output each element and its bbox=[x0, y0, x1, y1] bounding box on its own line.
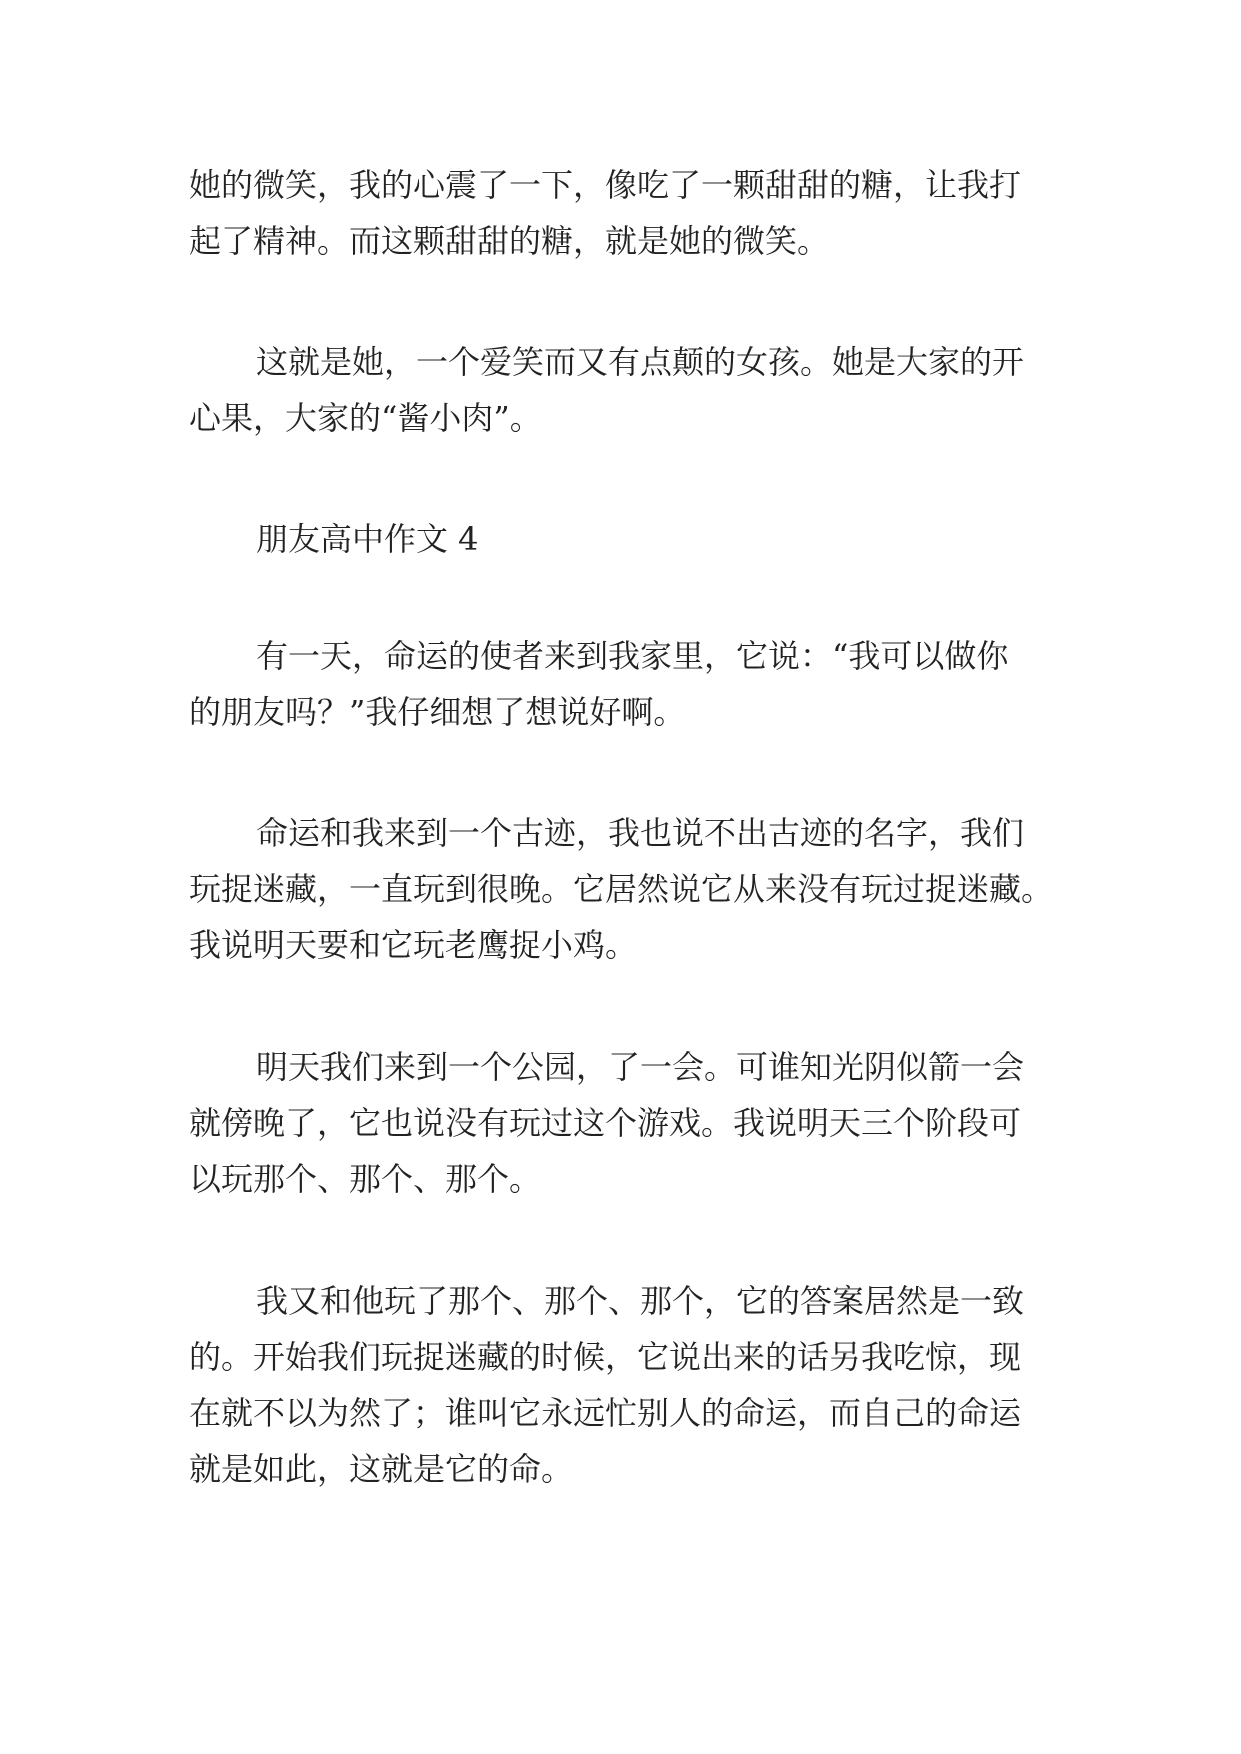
paragraph-line: 就是如此，这就是它的命。 bbox=[189, 1450, 574, 1488]
paragraph-line: 以玩那个、那个、那个。 bbox=[189, 1160, 542, 1198]
paragraph-line: 有一天，命运的使者来到我家里，它说：“我可以做你 bbox=[256, 637, 1009, 675]
paragraph-line: 她的微笑，我的心震了一下，像吃了一颗甜甜的糖，让我打 bbox=[189, 166, 1022, 204]
paragraph bbox=[189, 805, 1069, 973]
paragraph-line: 心果，大家的“酱小肉”。 bbox=[189, 399, 542, 437]
paragraph bbox=[189, 157, 1069, 269]
paragraph-line: 我说明天要和它玩老鹰捉小鸡。 bbox=[189, 926, 638, 964]
paragraph bbox=[189, 1039, 1069, 1207]
paragraph-line: 我又和他玩了那个、那个、那个，它的答案居然是一致 bbox=[256, 1282, 1025, 1320]
paragraph-line: 的。开始我们玩捉迷藏的时候，它说出来的话另我吃惊，现 bbox=[189, 1338, 1022, 1376]
paragraph-line: 起了精神。而这颗甜甜的糖，就是她的微笑。 bbox=[189, 222, 830, 260]
paragraph-line: 在就不以为然了；谁叫它永远忙别人的命运，而自己的命运 bbox=[189, 1394, 1022, 1432]
paragraph-line: 就傍晚了，它也说没有玩过这个游戏。我说明天三个阶段可 bbox=[189, 1104, 1022, 1142]
section-heading bbox=[189, 511, 1069, 567]
paragraph-line: 的朋友吗？”我仔细想了想说好啊。 bbox=[189, 693, 686, 731]
paragraph-line: 玩捉迷藏，一直玩到很晚。它居然说它从来没有玩过捉迷藏。 bbox=[189, 870, 1054, 908]
heading-text: 朋友高中作文 4 bbox=[256, 520, 479, 558]
paragraph-line: 明天我们来到一个公园，了一会。可谁知光阴似箭一会 bbox=[256, 1048, 1025, 1086]
paragraph bbox=[189, 334, 1069, 446]
paragraph bbox=[189, 1273, 1069, 1497]
paragraph-line: 这就是她，一个爱笑而又有点颠的女孩。她是大家的开 bbox=[256, 343, 1025, 381]
paragraph bbox=[189, 628, 1069, 740]
paragraph-line: 命运和我来到一个古迹，我也说不出古迹的名字，我们 bbox=[256, 814, 1025, 852]
